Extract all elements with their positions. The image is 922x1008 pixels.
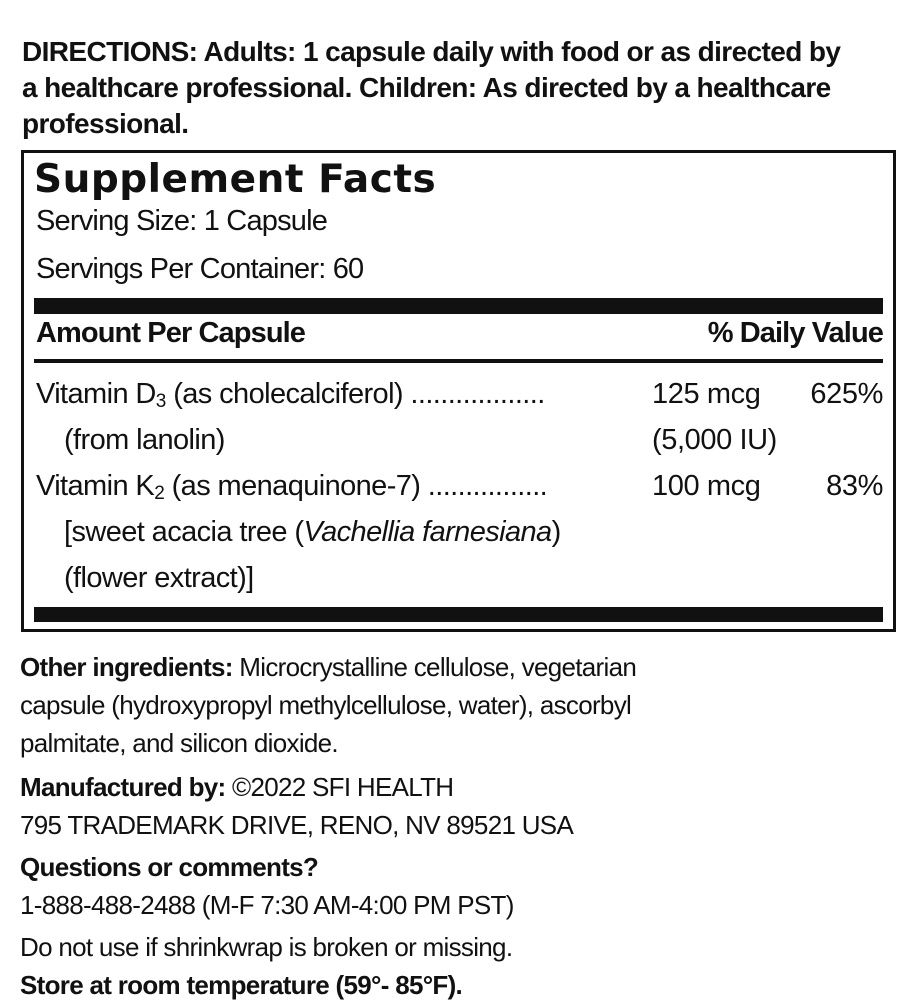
other-ingredients: Other ingredients: Microcrystalline cellulose, vegetarian capsule (hydroxypropyl methylcellulose, water), ascorbyl palmitate, and silicon dioxide.: [20, 652, 637, 758]
vitamin-d3-amount: 125 mcg: [652, 378, 761, 410]
directions-label: DIRECTIONS:: [22, 36, 198, 67]
shrinkwrap-warning: Do not use if shrinkwrap is broken or missing.: [20, 932, 513, 962]
manufacturer-info: Manufactured by: ©2022 SFI HEALTH 795 TRADEMARK DRIVE, RENO, NV 89521 USA: [20, 768, 920, 844]
vitamin-d3-source: (from lanolin): [64, 424, 225, 456]
vitamin-k2-source-line-2: (flower extract)]: [64, 562, 254, 594]
directions-line-3: professional.: [22, 108, 189, 139]
vitamin-k2-dv: 83%: [826, 470, 883, 502]
daily-value-header: % Daily Value: [707, 317, 883, 349]
manufacturer-address: 795 TRADEMARK DRIVE, RENO, NV 89521 USA: [20, 810, 574, 840]
questions-label: Questions or comments?: [20, 852, 319, 882]
servings-per-container: Servings Per Container: 60: [36, 253, 364, 285]
storage-instructions: Store at room temperature (59°- 85°F).: [20, 970, 463, 1000]
facts-title: Supplement Facts: [34, 157, 437, 202]
serving-size: Serving Size: 1 Capsule: [36, 205, 328, 237]
vitamin-d3-amount-iu: (5,000 IU): [652, 424, 777, 456]
vitamin-d3-name: Vitamin $D_3$ (as cholecalciferol) ..................: [36, 378, 545, 412]
questions-info: [20, 848, 920, 924]
manufacturer-label: Manufactured by:: [20, 772, 226, 802]
thick-divider-top: [34, 298, 883, 314]
vitamin-d3-dv: 625%: [810, 378, 883, 410]
phone-number: 1-888-488-2488 (M-F 7:30 AM-4:00 PM PST): [20, 890, 514, 920]
other-ingredients-label: Other ingredients:: [20, 652, 233, 682]
thin-divider: [34, 359, 883, 363]
supplement-facts-panel: [21, 150, 896, 632]
directions-text: [22, 34, 922, 142]
directions-line-2: a healthcare professional. Children: As directed by a healthcare: [22, 72, 831, 103]
vitamin-k2-amount: 100 mcg: [652, 470, 761, 502]
directions-line-1: Adults: 1 capsule daily with food or as directed by: [197, 36, 841, 67]
vitamin-k2-name: Vitamin $K_2$ (as menaquinone-7) ................: [36, 470, 548, 504]
thick-divider-bottom: [34, 607, 883, 622]
warnings: [20, 928, 920, 1004]
vitamin-k2-source: [sweet acacia tree (Vachellia farnesiana): [64, 516, 561, 548]
amount-per-capsule-header: Amount Per Capsule: [36, 317, 306, 349]
